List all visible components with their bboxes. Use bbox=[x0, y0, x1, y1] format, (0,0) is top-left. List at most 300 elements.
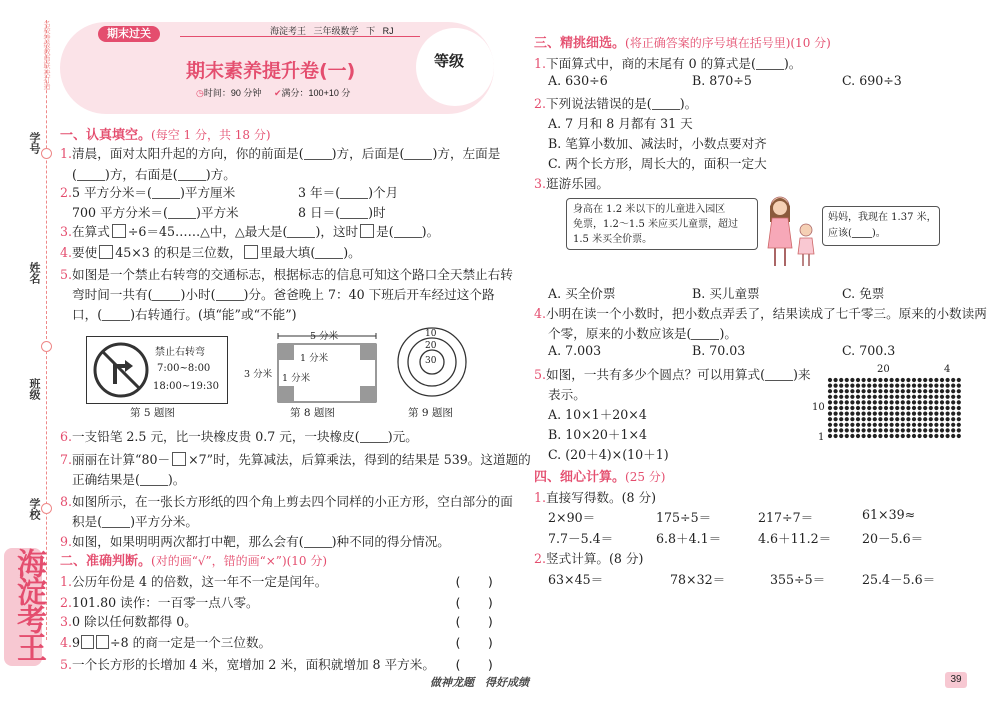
mc-option[interactable]: C. 两个长方形，周长大的，面积一定大 bbox=[548, 156, 767, 171]
box-blank[interactable] bbox=[244, 245, 258, 259]
section1-title bbox=[60, 124, 271, 143]
dot bbox=[834, 423, 838, 427]
dot bbox=[912, 417, 916, 421]
dot bbox=[890, 395, 894, 399]
dot bbox=[839, 434, 843, 438]
q7-text: )。 bbox=[167, 472, 186, 487]
q-number: 3. bbox=[60, 614, 73, 629]
dot bbox=[946, 417, 950, 421]
fig5-time1: 7:00~8:00 bbox=[157, 363, 211, 374]
dot bbox=[923, 412, 927, 416]
calc-text: 竖式计算。(8 分) bbox=[546, 551, 644, 566]
dot bbox=[912, 423, 916, 427]
dot bbox=[929, 417, 933, 421]
q-number: 4. bbox=[60, 245, 73, 260]
box-blank[interactable] bbox=[96, 635, 109, 649]
dot bbox=[946, 384, 950, 388]
dot bbox=[940, 423, 944, 427]
dot bbox=[951, 434, 955, 438]
dot bbox=[940, 428, 944, 432]
calc-item: 6.8＋4.1＝ bbox=[656, 531, 722, 546]
mc-q4-line2 bbox=[548, 323, 737, 342]
dot bbox=[850, 400, 854, 404]
dot bbox=[923, 428, 927, 432]
dot bbox=[946, 412, 950, 416]
dot bbox=[867, 384, 871, 388]
dot bbox=[834, 384, 838, 388]
fig8-top-label: 5 分米 bbox=[310, 331, 339, 342]
q-number: 2. bbox=[534, 551, 547, 566]
dot bbox=[873, 423, 877, 427]
dot bbox=[850, 406, 854, 410]
footer-slogan: 做神龙题 得好成绩 bbox=[430, 676, 529, 689]
bubble-text: )。 bbox=[871, 228, 886, 239]
dot bbox=[884, 400, 888, 404]
mc-option[interactable]: B. 70.03 bbox=[692, 343, 746, 358]
check-icon: ✔ bbox=[274, 88, 282, 98]
tf-text: 0 除以任何数都得 0。 bbox=[72, 614, 197, 629]
calc-item: 63×45＝ bbox=[548, 572, 604, 587]
tf-text: ÷8 的商一定是一个三位数。 bbox=[110, 635, 272, 650]
calc-q1 bbox=[534, 487, 656, 506]
dot bbox=[906, 384, 910, 388]
blank[interactable] bbox=[178, 168, 206, 181]
mc-option[interactable]: C. 690÷3 bbox=[842, 73, 902, 88]
box-blank[interactable] bbox=[112, 224, 126, 238]
dot bbox=[940, 395, 944, 399]
dot bbox=[918, 406, 922, 410]
mc-q2 bbox=[534, 93, 697, 112]
dot bbox=[946, 400, 950, 404]
blank[interactable] bbox=[102, 515, 130, 528]
dot bbox=[873, 428, 877, 432]
calc-text: 直接写得数。(8 分) bbox=[546, 490, 657, 505]
header-rule bbox=[180, 36, 420, 37]
q5-text: 口，( bbox=[72, 307, 103, 322]
dot bbox=[895, 395, 899, 399]
blank[interactable] bbox=[315, 246, 343, 259]
fig5-sign-title: 禁止右转弯 bbox=[155, 347, 205, 358]
tf-item bbox=[60, 592, 259, 611]
dot bbox=[929, 406, 933, 410]
q4 bbox=[60, 242, 361, 261]
dot bbox=[867, 428, 871, 432]
mc-option[interactable]: C. 700.3 bbox=[842, 343, 896, 358]
page-title: 期末素养提升卷(一) bbox=[186, 60, 356, 82]
dot bbox=[957, 406, 961, 410]
dot bbox=[957, 423, 961, 427]
dot bbox=[828, 406, 832, 410]
dot bbox=[957, 400, 961, 404]
mc-text: )。 bbox=[679, 96, 698, 111]
q5-line2 bbox=[72, 284, 495, 303]
q-number: 9. bbox=[60, 534, 73, 549]
blank[interactable] bbox=[852, 225, 872, 238]
dot bbox=[895, 406, 899, 410]
q7-line2 bbox=[72, 469, 185, 488]
dot bbox=[934, 378, 938, 382]
tf-answer-paren[interactable]: ( ) bbox=[454, 614, 495, 629]
dot bbox=[951, 384, 955, 388]
dot bbox=[884, 423, 888, 427]
dot bbox=[934, 406, 938, 410]
dot bbox=[828, 395, 832, 399]
time-label: 时间：90 分钟 bbox=[203, 88, 262, 98]
mc-text: )。 bbox=[783, 56, 802, 71]
blank[interactable] bbox=[77, 168, 105, 181]
mc-option[interactable]: A. 10×1＋20×4 bbox=[548, 407, 647, 422]
header-series: 海淀考王 bbox=[270, 26, 307, 36]
q1-text-b: )方，后面是( bbox=[331, 146, 405, 161]
dot bbox=[923, 434, 927, 438]
dot bbox=[918, 400, 922, 404]
strip-dashed-line bbox=[46, 20, 47, 640]
strip-label-student-no: 学号 bbox=[28, 132, 40, 154]
dot bbox=[856, 423, 860, 427]
dot bbox=[834, 412, 838, 416]
tf-answer-paren[interactable]: ( ) bbox=[454, 657, 495, 672]
dot bbox=[856, 389, 860, 393]
dot bbox=[850, 434, 854, 438]
blank[interactable] bbox=[756, 57, 784, 70]
dot bbox=[878, 428, 882, 432]
tf-answer-paren[interactable]: ( ) bbox=[454, 574, 495, 589]
speech-bubble bbox=[822, 206, 940, 246]
dot bbox=[862, 412, 866, 416]
dot bbox=[940, 434, 944, 438]
dot bbox=[828, 389, 832, 393]
mc-text: )。 bbox=[719, 326, 737, 341]
dot bbox=[873, 400, 877, 404]
blank[interactable] bbox=[691, 327, 719, 340]
dot bbox=[934, 423, 938, 427]
dot bbox=[912, 434, 916, 438]
fig8-inner-label: 1 分米 bbox=[282, 373, 311, 384]
blank[interactable] bbox=[152, 288, 180, 301]
dot bbox=[828, 423, 832, 427]
tf-answer-paren[interactable]: ( ) bbox=[454, 635, 495, 650]
mc-text: 下面算式中，商的末尾有 0 的算式是( bbox=[546, 56, 756, 71]
notice-line: 免票，1.2～1.5 米应买儿童票，超过 bbox=[573, 219, 738, 230]
dot bbox=[901, 406, 905, 410]
dot bbox=[828, 434, 832, 438]
calc-item: 217÷7＝ bbox=[758, 510, 814, 525]
dot bbox=[901, 389, 905, 393]
dot bbox=[850, 428, 854, 432]
section2-note: (对的画“√”，错的画“×”)(10 分) bbox=[151, 554, 328, 568]
dot bbox=[901, 395, 905, 399]
dot bbox=[895, 434, 899, 438]
section4-note: (25 分) bbox=[625, 470, 666, 484]
calc-item: 175÷5＝ bbox=[656, 510, 712, 525]
dot bbox=[895, 400, 899, 404]
strip-hole bbox=[41, 148, 52, 159]
q-number: 4. bbox=[60, 635, 73, 650]
q-number: 4. bbox=[534, 306, 547, 321]
dot bbox=[940, 406, 944, 410]
dot bbox=[946, 378, 950, 382]
dot bbox=[957, 434, 961, 438]
dot bbox=[957, 389, 961, 393]
dot bbox=[856, 417, 860, 421]
fig8-side-label: 3 分米 bbox=[244, 369, 273, 380]
dot bbox=[940, 400, 944, 404]
blank[interactable] bbox=[360, 430, 388, 443]
blank[interactable] bbox=[652, 97, 680, 110]
dot bbox=[929, 389, 933, 393]
dot bbox=[906, 389, 910, 393]
mc-option[interactable]: A. 7 月和 8 月都有 31 天 bbox=[548, 116, 693, 131]
dot bbox=[867, 389, 871, 393]
dot bbox=[912, 384, 916, 388]
dot bbox=[918, 378, 922, 382]
q3-text: )。 bbox=[421, 224, 440, 239]
dot bbox=[850, 412, 854, 416]
dot bbox=[923, 378, 927, 382]
dot bbox=[929, 378, 933, 382]
box-blank[interactable] bbox=[81, 635, 94, 649]
dot bbox=[867, 400, 871, 404]
header-badge: 期末过关 bbox=[98, 26, 160, 42]
mc-option[interactable]: A. 7.003 bbox=[548, 343, 602, 358]
q1-text-a: 清晨，面对太阳升起的方向，你的前面是( bbox=[72, 146, 304, 161]
mc-option[interactable]: A. 630÷6 bbox=[548, 73, 608, 88]
mc-option[interactable]: C. (20＋4)×(10＋1) bbox=[548, 447, 669, 462]
tf-answer-paren[interactable]: ( ) bbox=[454, 595, 495, 610]
dot bbox=[923, 395, 927, 399]
dot bbox=[878, 417, 882, 421]
dot bbox=[923, 400, 927, 404]
dot bbox=[951, 428, 955, 432]
box-blank[interactable] bbox=[360, 224, 374, 238]
dot bbox=[839, 423, 843, 427]
dot bbox=[934, 389, 938, 393]
dot bbox=[850, 378, 854, 382]
dot bbox=[906, 428, 910, 432]
section3-title-text: 三、精挑细选。 bbox=[534, 36, 626, 51]
dot bbox=[828, 378, 832, 382]
q7-text: 丽丽在计算“80－ bbox=[72, 452, 171, 467]
dot bbox=[873, 434, 877, 438]
dot bbox=[839, 384, 843, 388]
section4-title bbox=[534, 466, 665, 485]
dot bbox=[912, 395, 916, 399]
tf-text: 9 bbox=[72, 635, 81, 650]
dot bbox=[957, 412, 961, 416]
mc-option[interactable]: B. 10×20＋1×4 bbox=[548, 427, 648, 442]
blank[interactable] bbox=[216, 288, 244, 301]
dot bbox=[890, 417, 894, 421]
blank[interactable] bbox=[140, 473, 168, 486]
dot bbox=[923, 389, 927, 393]
q5-text: 如图是一个禁止右转弯的交通标志，根据标志的信息可知这个路口全天禁止右转 bbox=[72, 267, 513, 282]
dot bbox=[895, 378, 899, 382]
mc-option[interactable]: C. 免票 bbox=[842, 286, 885, 301]
q5-text: )分。爸爸晚上 7：40 下班后开车经过这个路 bbox=[243, 287, 495, 302]
dot bbox=[878, 423, 882, 427]
fig5-sign bbox=[86, 336, 228, 404]
dot bbox=[895, 412, 899, 416]
dot bbox=[862, 406, 866, 410]
dot bbox=[856, 434, 860, 438]
blank[interactable] bbox=[168, 206, 196, 219]
q2-text: 8 日＝( bbox=[298, 205, 341, 220]
mc-option[interactable]: B. 笔算小数加、减法时，小数点要对齐 bbox=[548, 136, 767, 151]
q8-line2 bbox=[72, 511, 198, 530]
q2-line1 bbox=[60, 182, 235, 201]
dot bbox=[884, 395, 888, 399]
q2-text: 700 平方分米＝( bbox=[72, 205, 168, 220]
calc-q2 bbox=[534, 548, 643, 567]
dot bbox=[884, 412, 888, 416]
q2-text: )个月 bbox=[368, 185, 399, 200]
q5-line3 bbox=[72, 304, 297, 323]
q1-text-e: )方，右面是( bbox=[104, 167, 178, 182]
park-notice-board bbox=[566, 198, 758, 250]
q-number: 1. bbox=[60, 574, 73, 589]
dot bbox=[884, 406, 888, 410]
mc-text: 逛游乐园。 bbox=[546, 176, 609, 191]
q-number: 2. bbox=[60, 595, 73, 610]
dot bbox=[951, 423, 955, 427]
q-number: 5. bbox=[60, 657, 73, 672]
dot bbox=[884, 434, 888, 438]
q-number: 2. bbox=[534, 96, 547, 111]
mc-option[interactable]: B. 870÷5 bbox=[692, 73, 752, 88]
q8-text: )平方分米。 bbox=[130, 514, 198, 529]
mc-option[interactable]: A. 买全价票 bbox=[548, 286, 616, 301]
dot bbox=[862, 417, 866, 421]
dot bbox=[951, 395, 955, 399]
notice-line: 1.5 米买全价票。 bbox=[573, 234, 653, 245]
fig8-caption: 第 8 题图 bbox=[290, 407, 335, 419]
dot bbox=[856, 412, 860, 416]
dot bbox=[828, 428, 832, 432]
dot bbox=[929, 412, 933, 416]
blank[interactable] bbox=[152, 186, 180, 199]
tf-item bbox=[60, 632, 271, 651]
calc-item: 4.6＋11.2＝ bbox=[758, 531, 832, 546]
dot bbox=[845, 423, 849, 427]
tf-item bbox=[60, 654, 435, 673]
dot bbox=[845, 406, 849, 410]
dot bbox=[834, 417, 838, 421]
q1-text-c: )方，左面是 bbox=[432, 146, 501, 161]
calc-item: 25.4－5.6＝ bbox=[862, 572, 936, 587]
dot bbox=[957, 378, 961, 382]
section3-title bbox=[534, 32, 831, 51]
mc-q5-line1 bbox=[534, 364, 811, 383]
dot bbox=[912, 400, 916, 404]
q2-line2 bbox=[72, 202, 239, 221]
dot bbox=[890, 412, 894, 416]
dot bbox=[884, 389, 888, 393]
mc-text: 如图，一共有多少个圆点？可以用算式( bbox=[546, 367, 766, 382]
section2-title-text: 二、准确判断。 bbox=[60, 554, 152, 569]
dot bbox=[934, 412, 938, 416]
blank[interactable] bbox=[404, 147, 432, 160]
dot bbox=[901, 417, 905, 421]
q-number: 5. bbox=[534, 367, 547, 382]
dot bbox=[890, 434, 894, 438]
dot bbox=[923, 417, 927, 421]
dot bbox=[873, 395, 877, 399]
q1-line2 bbox=[72, 164, 236, 183]
q2-text: )平方厘米 bbox=[179, 185, 236, 200]
dot bbox=[906, 423, 910, 427]
q6 bbox=[60, 426, 418, 445]
dot bbox=[878, 378, 882, 382]
dot bbox=[890, 384, 894, 388]
header-edition: RJ bbox=[382, 26, 394, 36]
fig5-time2: 18:00~19:30 bbox=[153, 381, 220, 392]
blank[interactable] bbox=[102, 308, 130, 321]
dot bbox=[878, 389, 882, 393]
mc-option[interactable]: B. 买儿童票 bbox=[692, 286, 760, 301]
dot bbox=[934, 395, 938, 399]
q6-text: 一支铅笔 2.5 元，比一块橡皮贵 0.7 元，一块橡皮( bbox=[72, 429, 360, 444]
blank[interactable] bbox=[340, 206, 368, 219]
dot bbox=[906, 400, 910, 404]
dot-dim-top-4: 4 bbox=[944, 364, 951, 375]
blank[interactable] bbox=[304, 147, 332, 160]
bubble-line: 妈妈，我现在 1.37 米， bbox=[828, 212, 937, 223]
section3-note: (将正确答案的序号填在括号里)(10 分) bbox=[625, 36, 831, 50]
ring-score: 30 bbox=[425, 356, 437, 366]
dot bbox=[895, 417, 899, 421]
dot bbox=[828, 384, 832, 388]
dot bbox=[895, 423, 899, 427]
dot bbox=[834, 378, 838, 382]
blank[interactable] bbox=[304, 535, 332, 548]
dot bbox=[839, 378, 843, 382]
dot bbox=[884, 378, 888, 382]
mc-q5-line2: 表示。 bbox=[548, 387, 586, 402]
dot-grid bbox=[826, 376, 966, 446]
dot bbox=[929, 434, 933, 438]
dot bbox=[890, 400, 894, 404]
clock-icon: ◷ bbox=[196, 88, 204, 98]
dot bbox=[901, 428, 905, 432]
blank[interactable] bbox=[287, 225, 315, 238]
dot bbox=[845, 434, 849, 438]
dot bbox=[957, 417, 961, 421]
dot-dim-left-10: 10 bbox=[812, 402, 825, 413]
blank[interactable] bbox=[340, 186, 368, 199]
q2-line2-right bbox=[298, 202, 386, 221]
blank[interactable] bbox=[394, 225, 422, 238]
dot bbox=[884, 417, 888, 421]
dot bbox=[918, 395, 922, 399]
box-blank[interactable] bbox=[172, 452, 186, 466]
dot bbox=[940, 412, 944, 416]
dot bbox=[906, 395, 910, 399]
dot bbox=[912, 378, 916, 382]
dot bbox=[918, 428, 922, 432]
dot bbox=[873, 412, 877, 416]
dot bbox=[867, 412, 871, 416]
strip-hole bbox=[41, 503, 52, 514]
dot bbox=[918, 389, 922, 393]
dot bbox=[918, 417, 922, 421]
mc-text: 小明在读一个小数时，把小数点弄丢了，结果读成了七千零三。原来的小数读两 bbox=[546, 306, 987, 321]
dot bbox=[918, 412, 922, 416]
q2-line1-right bbox=[298, 182, 398, 201]
box-blank[interactable] bbox=[99, 245, 113, 259]
dot bbox=[890, 423, 894, 427]
bubble-line bbox=[828, 225, 934, 241]
blank[interactable] bbox=[765, 368, 793, 381]
